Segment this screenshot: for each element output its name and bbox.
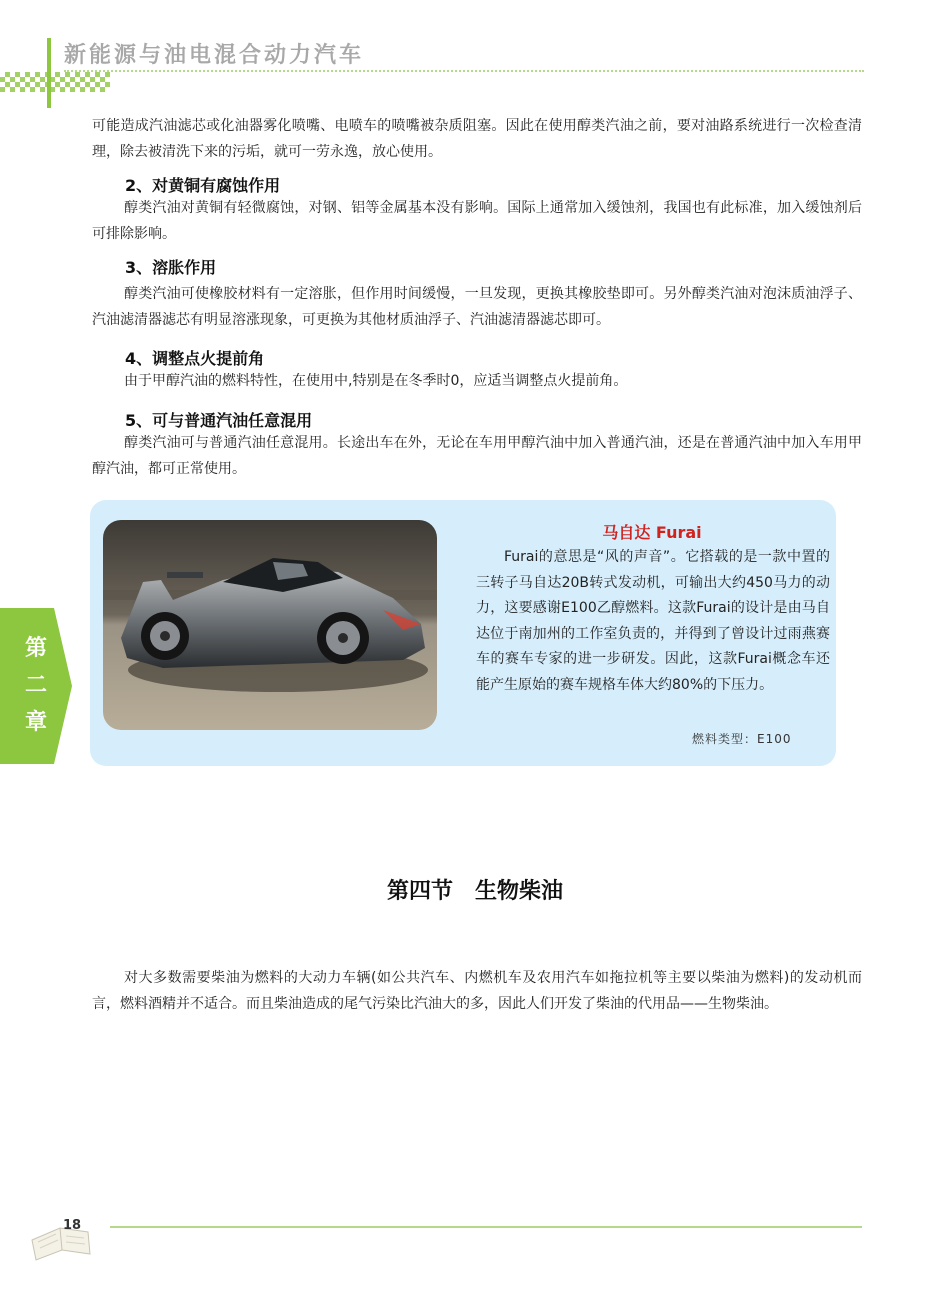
book-title: 新能源与油电混合动力汽车 xyxy=(64,43,365,68)
section-paragraph: 对大多数需要柴油为燃料的大动力车辆(如公共汽车、内燃机车及农用汽车如拖拉机等主要以柴油为燃料)的发动机而言，燃料酒精并不适合。而且柴油造成的尾气污染比汽油大的多，因此人们开发了柴油的代用品——生物柴油。 xyxy=(92,970,862,1012)
footer-rule xyxy=(110,1226,862,1228)
paragraph-mixing: 醇类汽油可与普通汽油任意混用。长途出车在外，无论在车用甲醇汽油中加入普通汽油，还是在普通汽油中加入车用甲醇汽油，都可正常使用。 xyxy=(92,435,862,477)
header-dotted-rule xyxy=(64,70,864,72)
heading-mixing: 5、可与普通汽油任意混用 xyxy=(125,411,313,430)
heading-swelling: 3、溶胀作用 xyxy=(125,258,217,277)
fuel-type: 燃料类型：E100 xyxy=(692,732,792,746)
paragraph-swelling: 醇类汽油可使橡胶材料有一定溶胀，但作用时间缓慢，一旦发现，更换其橡胶垫即可。另外醇类汽油对泡沫质油浮子、汽油滤清器滤芯有明显溶涨现象，可更换为其他材质油浮子、汽油滤清器滤芯即可。 xyxy=(92,286,862,328)
page-number: 18 xyxy=(63,1218,82,1233)
section-title: 第四节 生物柴油 xyxy=(386,879,563,904)
chapter-tab-char-2: 二 xyxy=(24,673,47,698)
chapter-tab-char-3: 章 xyxy=(24,710,47,735)
paragraph-intro: 可能造成汽油滤芯或化油器雾化喷嘴、电喷车的喷嘴被杂质阻塞。因此在使用醇类汽油之前，要对油路系统进行一次检查清理，除去被清洗下来的污垢，就可一劳永逸，放心使用。 xyxy=(92,118,862,160)
paragraph-brass-corrosion: 醇类汽油对黄铜有轻微腐蚀，对钢、铝等金属基本没有影响。国际上通常加入缓蚀剂，我国也有此标准，加入缓蚀剂后可排除影响。 xyxy=(92,200,862,242)
car-photo xyxy=(103,520,437,730)
paragraph-ignition: 由于甲醇汽油的燃料特性，在使用中,特别是在冬季时0，应适当调整点火提前角。 xyxy=(124,373,628,389)
info-box-text: Furai的意思是“风的声音”。它搭载的是一款中置的三转子马自达20B转式发动机，可输出大约450马力的动力，这要感谢E100乙醇燃料。这款Furai的设计是由马自达位于南加州的工作室负责的，并得到了曾设计过雨燕赛车的赛车专家的进一步研发。因此，这款Furai概念车还能产生原始的赛车规格车体大约80%的下压力。 xyxy=(476,549,830,693)
info-box-title: 马自达 Furai xyxy=(602,523,702,542)
heading-ignition: 4、调整点火提前角 xyxy=(125,349,265,368)
heading-brass-corrosion: 2、对黄铜有腐蚀作用 xyxy=(125,176,281,195)
chapter-tab-label xyxy=(18,630,54,741)
header-checker-pattern xyxy=(0,72,110,92)
chapter-tab-char-1: 第 xyxy=(24,636,47,661)
